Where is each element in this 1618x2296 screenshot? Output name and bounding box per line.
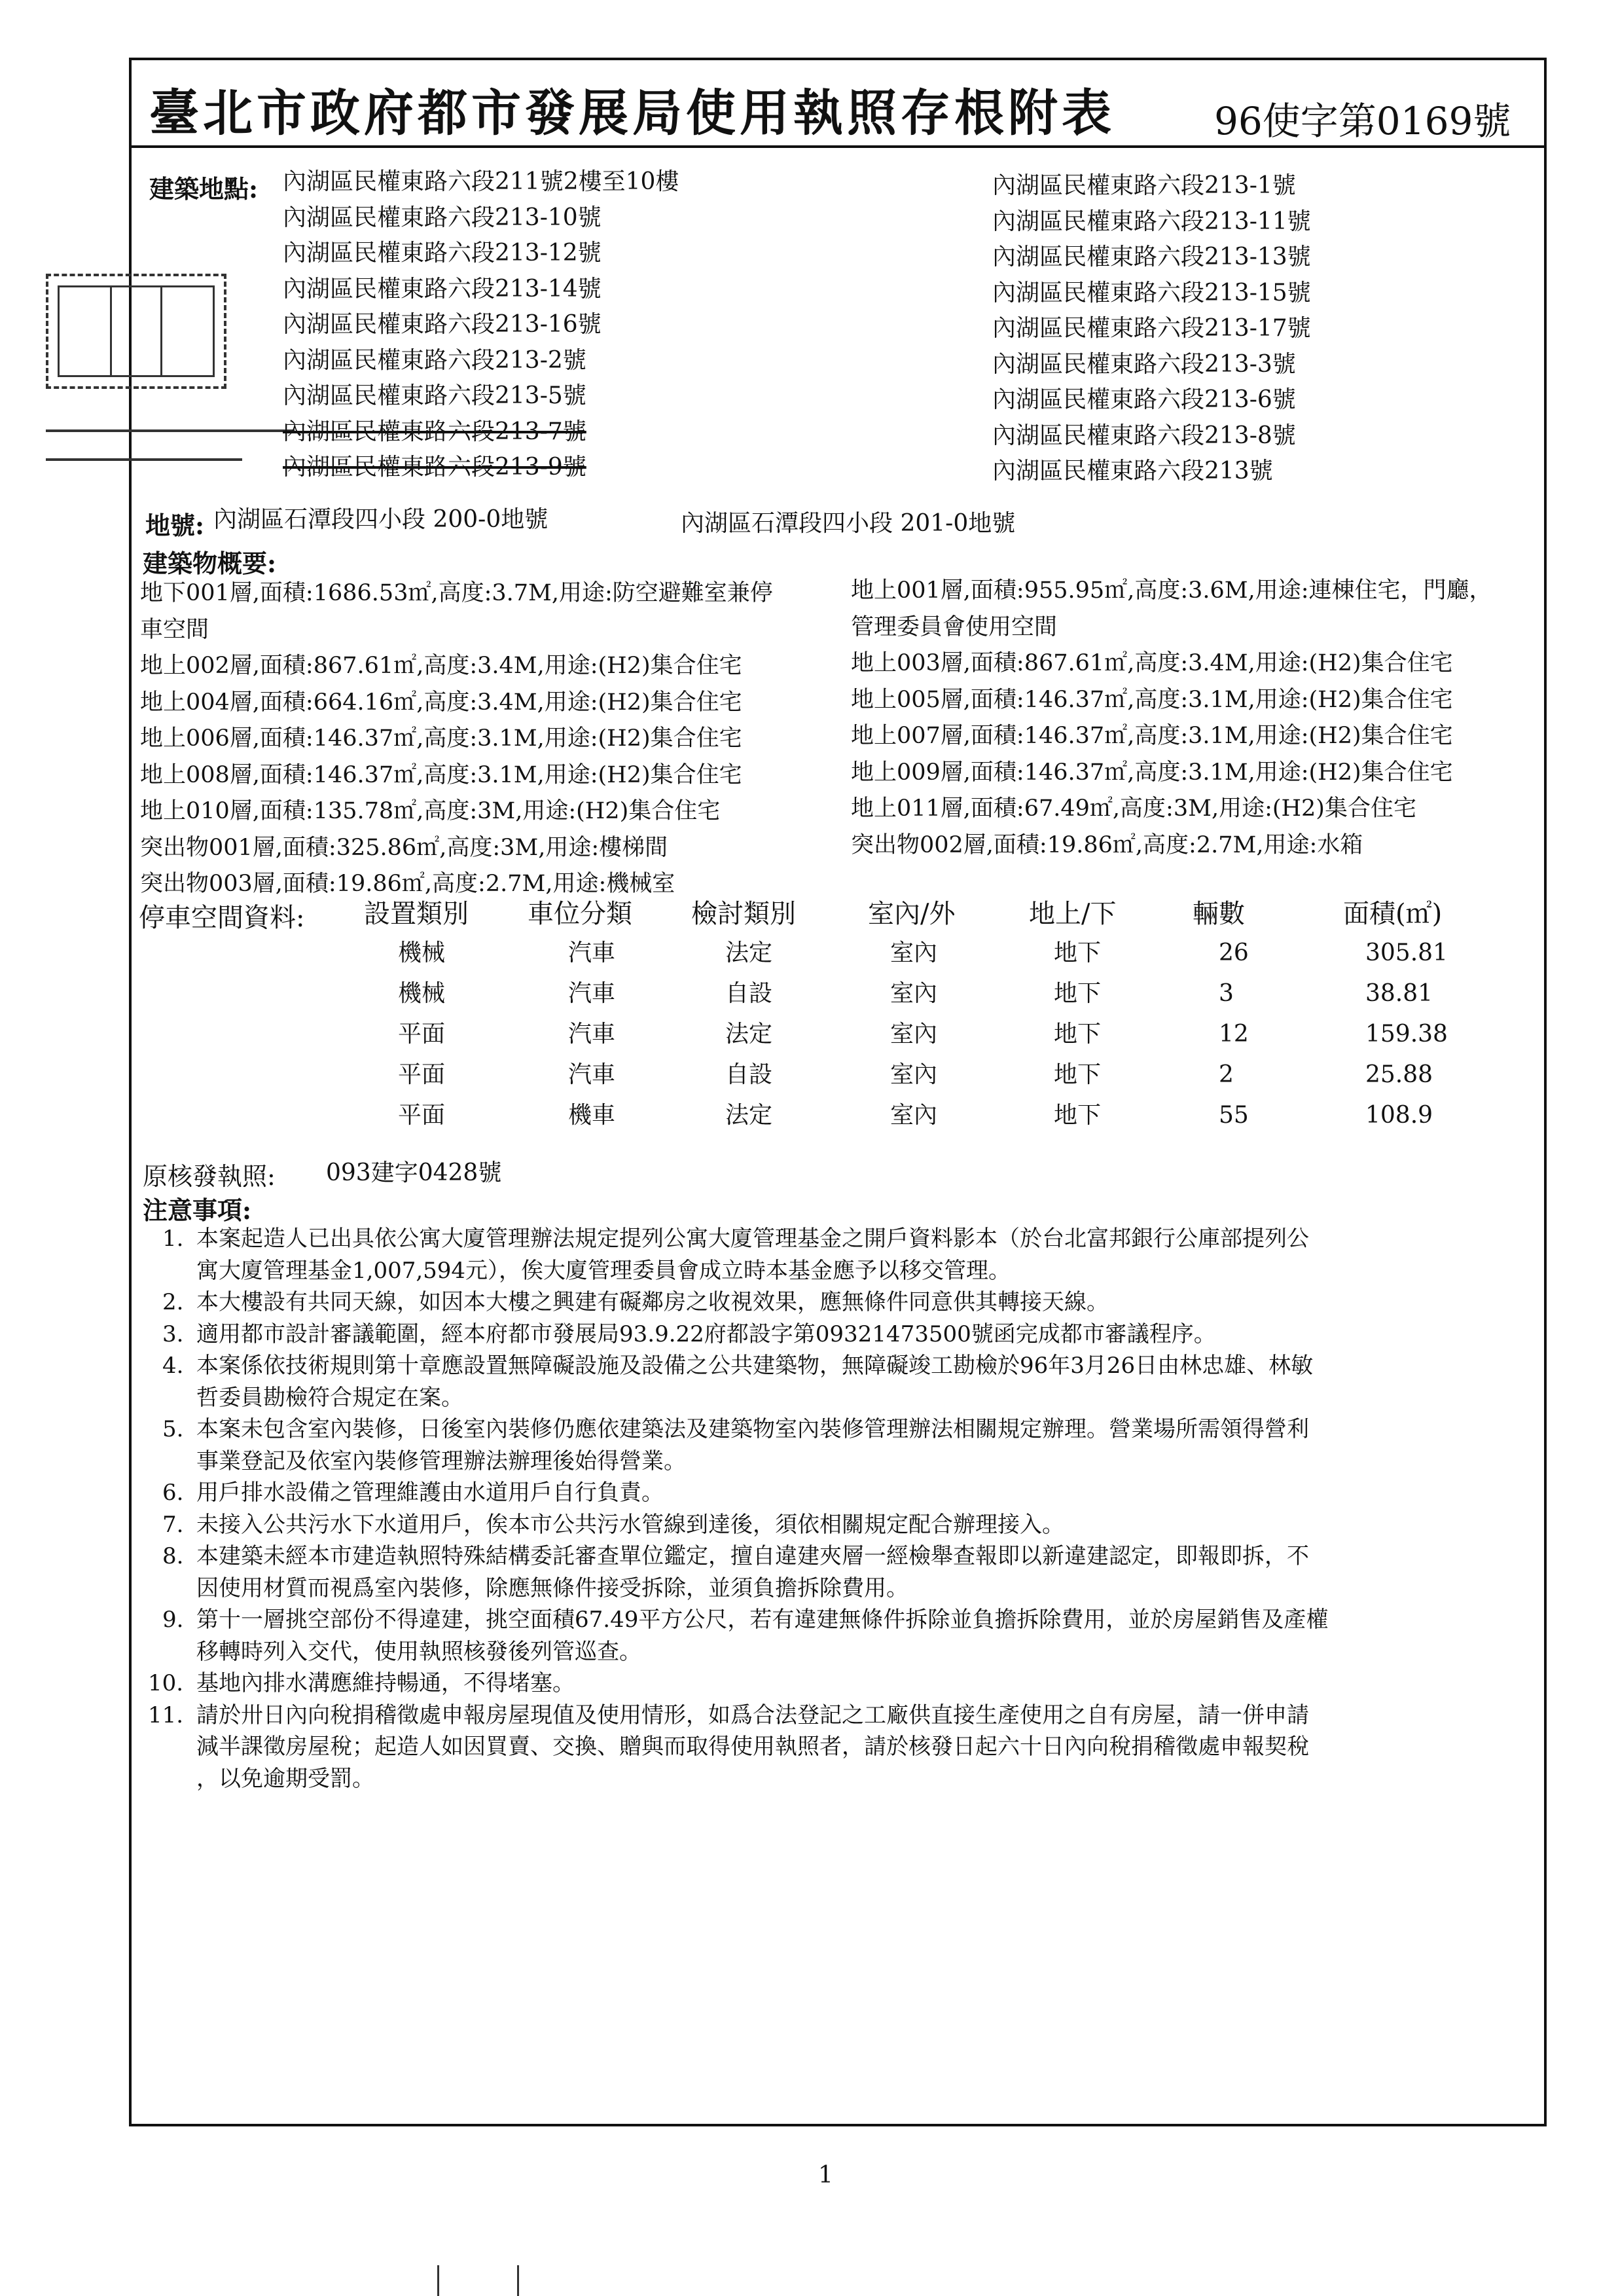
location-address: 內湖區民權東路六段213-13號 xyxy=(992,244,1311,270)
parking-cell: 汽車 xyxy=(568,1021,616,1048)
parking-cell: 室內 xyxy=(890,980,938,1007)
parking-cell: 室內 xyxy=(890,939,938,966)
note-text: 寓大廈管理基金1,007,594元），俟大廈管理委員會成立時本基金應予以移交管理。 xyxy=(196,1257,1011,1284)
floor-overview-line: 地上004層,面積:664.16㎡,高度:3.4M,用途:(H2)集合住宅 xyxy=(140,689,742,716)
note-text: 基地內排水溝應維持暢通，不得堵塞。 xyxy=(196,1670,575,1696)
parking-cell: 地下 xyxy=(1054,1061,1102,1088)
note-text: 本案起造人已出具依公寓大廈管理辦法規定提列公寓大廈管理基金之開戶資料影本（於台北富邦銀行公庫部提列公 xyxy=(196,1226,1309,1252)
parking-column-header: 室內/外 xyxy=(868,899,956,929)
floor-overview-line: 地下001層,面積:1686.53㎡,高度:3.7M,用途:防空避難室兼停 xyxy=(140,580,773,606)
note-text: 本案未包含室內裝修，日後室內裝修仍應依建築法及建築物室內裝修管理辦法相關規定辦理。營業場所需領得營利 xyxy=(196,1416,1309,1442)
parking-column-header: 面積(㎡) xyxy=(1343,899,1443,929)
parking-cell: 地下 xyxy=(1054,1102,1102,1129)
parking-cell: 25.88 xyxy=(1365,1061,1433,1088)
original-permit-label: 原核發執照: xyxy=(143,1162,276,1191)
note-text: 移轉時列入交代，使用執照核發後列管巡查。 xyxy=(196,1638,641,1665)
parking-cell: 汽車 xyxy=(568,980,616,1007)
location-address: 內湖區民權東路六段213-14號 xyxy=(283,275,602,302)
permit-number: 96使字第0169號 xyxy=(1214,99,1511,143)
original-permit-value: 093建字0428號 xyxy=(326,1159,502,1186)
note-number: 5. xyxy=(162,1416,184,1442)
parking-cell: 55 xyxy=(1219,1102,1249,1129)
note-text: 用戶排水設備之管理維護由水道用戶自行負責。 xyxy=(196,1480,664,1506)
note-text: 本建築未經本市建造執照特殊結構委託審查單位鑑定，擅自違建夾層一經檢舉查報即以新違建認定，即報即拆，不 xyxy=(196,1543,1309,1569)
floor-overview-line: 突出物002層,面積:19.86㎡,高度:2.7M,用途:水箱 xyxy=(851,831,1363,858)
parking-column-header: 車位分類 xyxy=(528,899,632,929)
parking-cell: 305.81 xyxy=(1365,939,1448,966)
floor-overview-line: 地上011層,面積:67.49㎡,高度:3M,用途:(H2)集合住宅 xyxy=(851,795,1416,822)
parking-cell: 機械 xyxy=(398,980,446,1007)
note-text: 哲委員勘檢符合規定在案。 xyxy=(196,1384,463,1411)
lot-label: 地號: xyxy=(145,511,205,540)
note-text: 第十一層挑空部份不得違建，挑空面積67.49平方公尺，若有違建無條件拆除並負擔拆除費用，並於房屋銷售及產權 xyxy=(196,1607,1329,1633)
floor-overview-line: 地上009層,面積:146.37㎡,高度:3.1M,用途:(H2)集合住宅 xyxy=(851,759,1453,786)
parking-cell: 108.9 xyxy=(1365,1102,1433,1129)
parking-cell: 地下 xyxy=(1054,939,1102,966)
note-text: 本案係依技術規則第十章應設置無障礙設施及設備之公共建築物，無障礙竣工勘檢於96年3月26日由林忠雄、林敏 xyxy=(196,1353,1314,1379)
parking-cell: 機車 xyxy=(568,1102,616,1129)
floor-overview-line: 突出物003層,面積:19.86㎡,高度:2.7M,用途:機械室 xyxy=(140,871,675,897)
page-number: 1 xyxy=(818,2162,833,2189)
location-address: 內湖區民權東路六段213號 xyxy=(992,458,1273,484)
note-number: 8. xyxy=(162,1543,184,1569)
parking-column-header: 輛數 xyxy=(1193,899,1245,929)
binding-mark xyxy=(517,2265,519,2296)
location-address: 內湖區民權東路六段211號2樓至10樓 xyxy=(283,168,679,195)
parking-label: 停車空間資料: xyxy=(139,903,305,933)
seal-line xyxy=(46,458,242,461)
location-address: 內湖區民權東路六段213-12號 xyxy=(283,240,602,266)
note-text: 本大樓設有共同天線，如因本大樓之興建有礙鄰房之收視效果，應無條件同意供其轉接天線。 xyxy=(196,1289,1109,1315)
document-title: 臺北市政府都市發展局使用執照存根附表 xyxy=(149,84,1115,142)
parking-column-header: 設置類別 xyxy=(364,899,469,929)
parking-cell: 法定 xyxy=(725,939,773,966)
note-number: 1. xyxy=(162,1226,184,1252)
floor-overview-line: 地上003層,面積:867.61㎡,高度:3.4M,用途:(H2)集合住宅 xyxy=(851,650,1453,676)
floor-overview-line: 管理委員會使用空間 xyxy=(851,613,1058,640)
location-address: 內湖區民權東路六段213-3號 xyxy=(992,350,1296,378)
location-address: 內湖區民權東路六段213-8號 xyxy=(992,422,1296,449)
location-address: 內湖區民權東路六段213-2號 xyxy=(283,346,586,374)
floor-overview-line: 地上007層,面積:146.37㎡,高度:3.1M,用途:(H2)集合住宅 xyxy=(851,723,1453,749)
parking-column-header: 檢討類別 xyxy=(691,899,796,929)
seal-line xyxy=(46,429,295,432)
location-address: 內湖區民權東路六段213-5號 xyxy=(283,382,586,409)
floor-overview-line: 地上008層,面積:146.37㎡,高度:3.1M,用途:(H2)集合住宅 xyxy=(140,761,742,788)
floor-overview-line: 地上001層,面積:955.95㎡,高度:3.6M,用途:連棟住宅，門廳， xyxy=(851,577,1492,604)
parking-cell: 室內 xyxy=(890,1102,938,1129)
note-text: 未接入公共污水下水道用戶，俟本市公共污水管線到達後，須依相關規定配合辦理接入。 xyxy=(196,1511,1064,1538)
header-divider xyxy=(129,145,1547,148)
floor-overview-line: 車空間 xyxy=(140,616,209,643)
note-number: 2. xyxy=(162,1289,184,1315)
parking-cell: 38.81 xyxy=(1365,980,1433,1007)
note-text: 適用都市設計審議範圍，經本府都市發展局93.9.22府都設字第09321473500號函完成都市審議程序。 xyxy=(196,1321,1216,1347)
notes-label: 注意事項: xyxy=(143,1195,252,1225)
lot-number-left: 內湖區石潭段四小段 200-0地號 xyxy=(213,506,548,533)
overview-label: 建築物概要: xyxy=(143,549,277,578)
note-number: 3. xyxy=(162,1321,184,1347)
parking-cell: 自設 xyxy=(725,1061,773,1088)
parking-cell: 法定 xyxy=(725,1021,773,1048)
location-label: 建築地點: xyxy=(149,174,259,204)
parking-cell: 平面 xyxy=(398,1102,446,1129)
parking-cell: 室內 xyxy=(890,1021,938,1048)
floor-overview-line: 地上002層,面積:867.61㎡,高度:3.4M,用途:(H2)集合住宅 xyxy=(140,653,742,679)
note-text: 請於卅日內向稅捐稽徵處申報房屋現值及使用情形，如爲合法登記之工廠供直接生產使用之自有房屋，請一併申請 xyxy=(196,1702,1309,1728)
parking-cell: 平面 xyxy=(398,1021,446,1048)
lot-number-right: 內湖區石潭段四小段 201-0地號 xyxy=(681,510,1016,537)
location-address: 內湖區民權東路六段213-15號 xyxy=(992,279,1311,306)
parking-cell: 平面 xyxy=(398,1061,446,1088)
location-address: 內湖區民權東路六段213-9號 xyxy=(283,454,586,481)
note-text: ，以免逾期受罰。 xyxy=(196,1765,374,1792)
parking-cell: 室內 xyxy=(890,1061,938,1088)
note-text: 減半課徵房屋稅；起造人如因買賣、交換、贈與而取得使用執照者，請於核發日起六十日內向稅捐稽徵處申報契稅 xyxy=(196,1734,1309,1760)
location-address: 內湖區民權東路六段213-10號 xyxy=(283,204,602,231)
location-address: 內湖區民權東路六段213-11號 xyxy=(992,208,1311,235)
official-seal-stamp xyxy=(46,274,226,389)
parking-column-header: 地上/下 xyxy=(1029,899,1117,929)
parking-cell: 汽車 xyxy=(568,939,616,966)
parking-cell: 地下 xyxy=(1054,980,1102,1007)
location-address: 內湖區民權東路六段213-16號 xyxy=(283,311,602,338)
note-number: 10. xyxy=(148,1670,184,1696)
floor-overview-line: 突出物001層,面積:325.86㎡,高度:3M,用途:樓梯間 xyxy=(140,834,668,861)
location-address: 內湖區民權東路六段213-1號 xyxy=(992,172,1296,199)
note-text: 事業登記及依室內裝修管理辦法辦理後始得營業。 xyxy=(196,1448,686,1474)
parking-cell: 汽車 xyxy=(568,1061,616,1088)
note-number: 7. xyxy=(162,1511,184,1538)
parking-cell: 159.38 xyxy=(1365,1021,1448,1048)
note-number: 4. xyxy=(162,1353,184,1379)
note-number: 6. xyxy=(162,1480,184,1506)
location-address: 內湖區民權東路六段213-6號 xyxy=(992,386,1296,413)
note-number: 11. xyxy=(148,1702,184,1728)
parking-cell: 機械 xyxy=(398,939,446,966)
note-number: 9. xyxy=(162,1607,184,1633)
parking-cell: 26 xyxy=(1219,939,1249,966)
parking-cell: 12 xyxy=(1219,1021,1249,1048)
note-text: 因使用材質而視爲室內裝修，除應無條件接受拆除，並須負擔拆除費用。 xyxy=(196,1575,908,1601)
parking-cell: 地下 xyxy=(1054,1021,1102,1048)
location-address: 內湖區民權東路六段213-7號 xyxy=(283,418,586,445)
parking-cell: 2 xyxy=(1219,1061,1234,1088)
location-address: 內湖區民權東路六段213-17號 xyxy=(992,315,1311,342)
floor-overview-line: 地上005層,面積:146.37㎡,高度:3.1M,用途:(H2)集合住宅 xyxy=(851,686,1453,713)
floor-overview-line: 地上006層,面積:146.37㎡,高度:3.1M,用途:(H2)集合住宅 xyxy=(140,725,742,752)
parking-cell: 自設 xyxy=(725,980,773,1007)
binding-mark xyxy=(437,2265,439,2296)
parking-cell: 3 xyxy=(1219,980,1234,1007)
parking-cell: 法定 xyxy=(725,1102,773,1129)
floor-overview-line: 地上010層,面積:135.78㎡,高度:3M,用途:(H2)集合住宅 xyxy=(140,798,721,824)
